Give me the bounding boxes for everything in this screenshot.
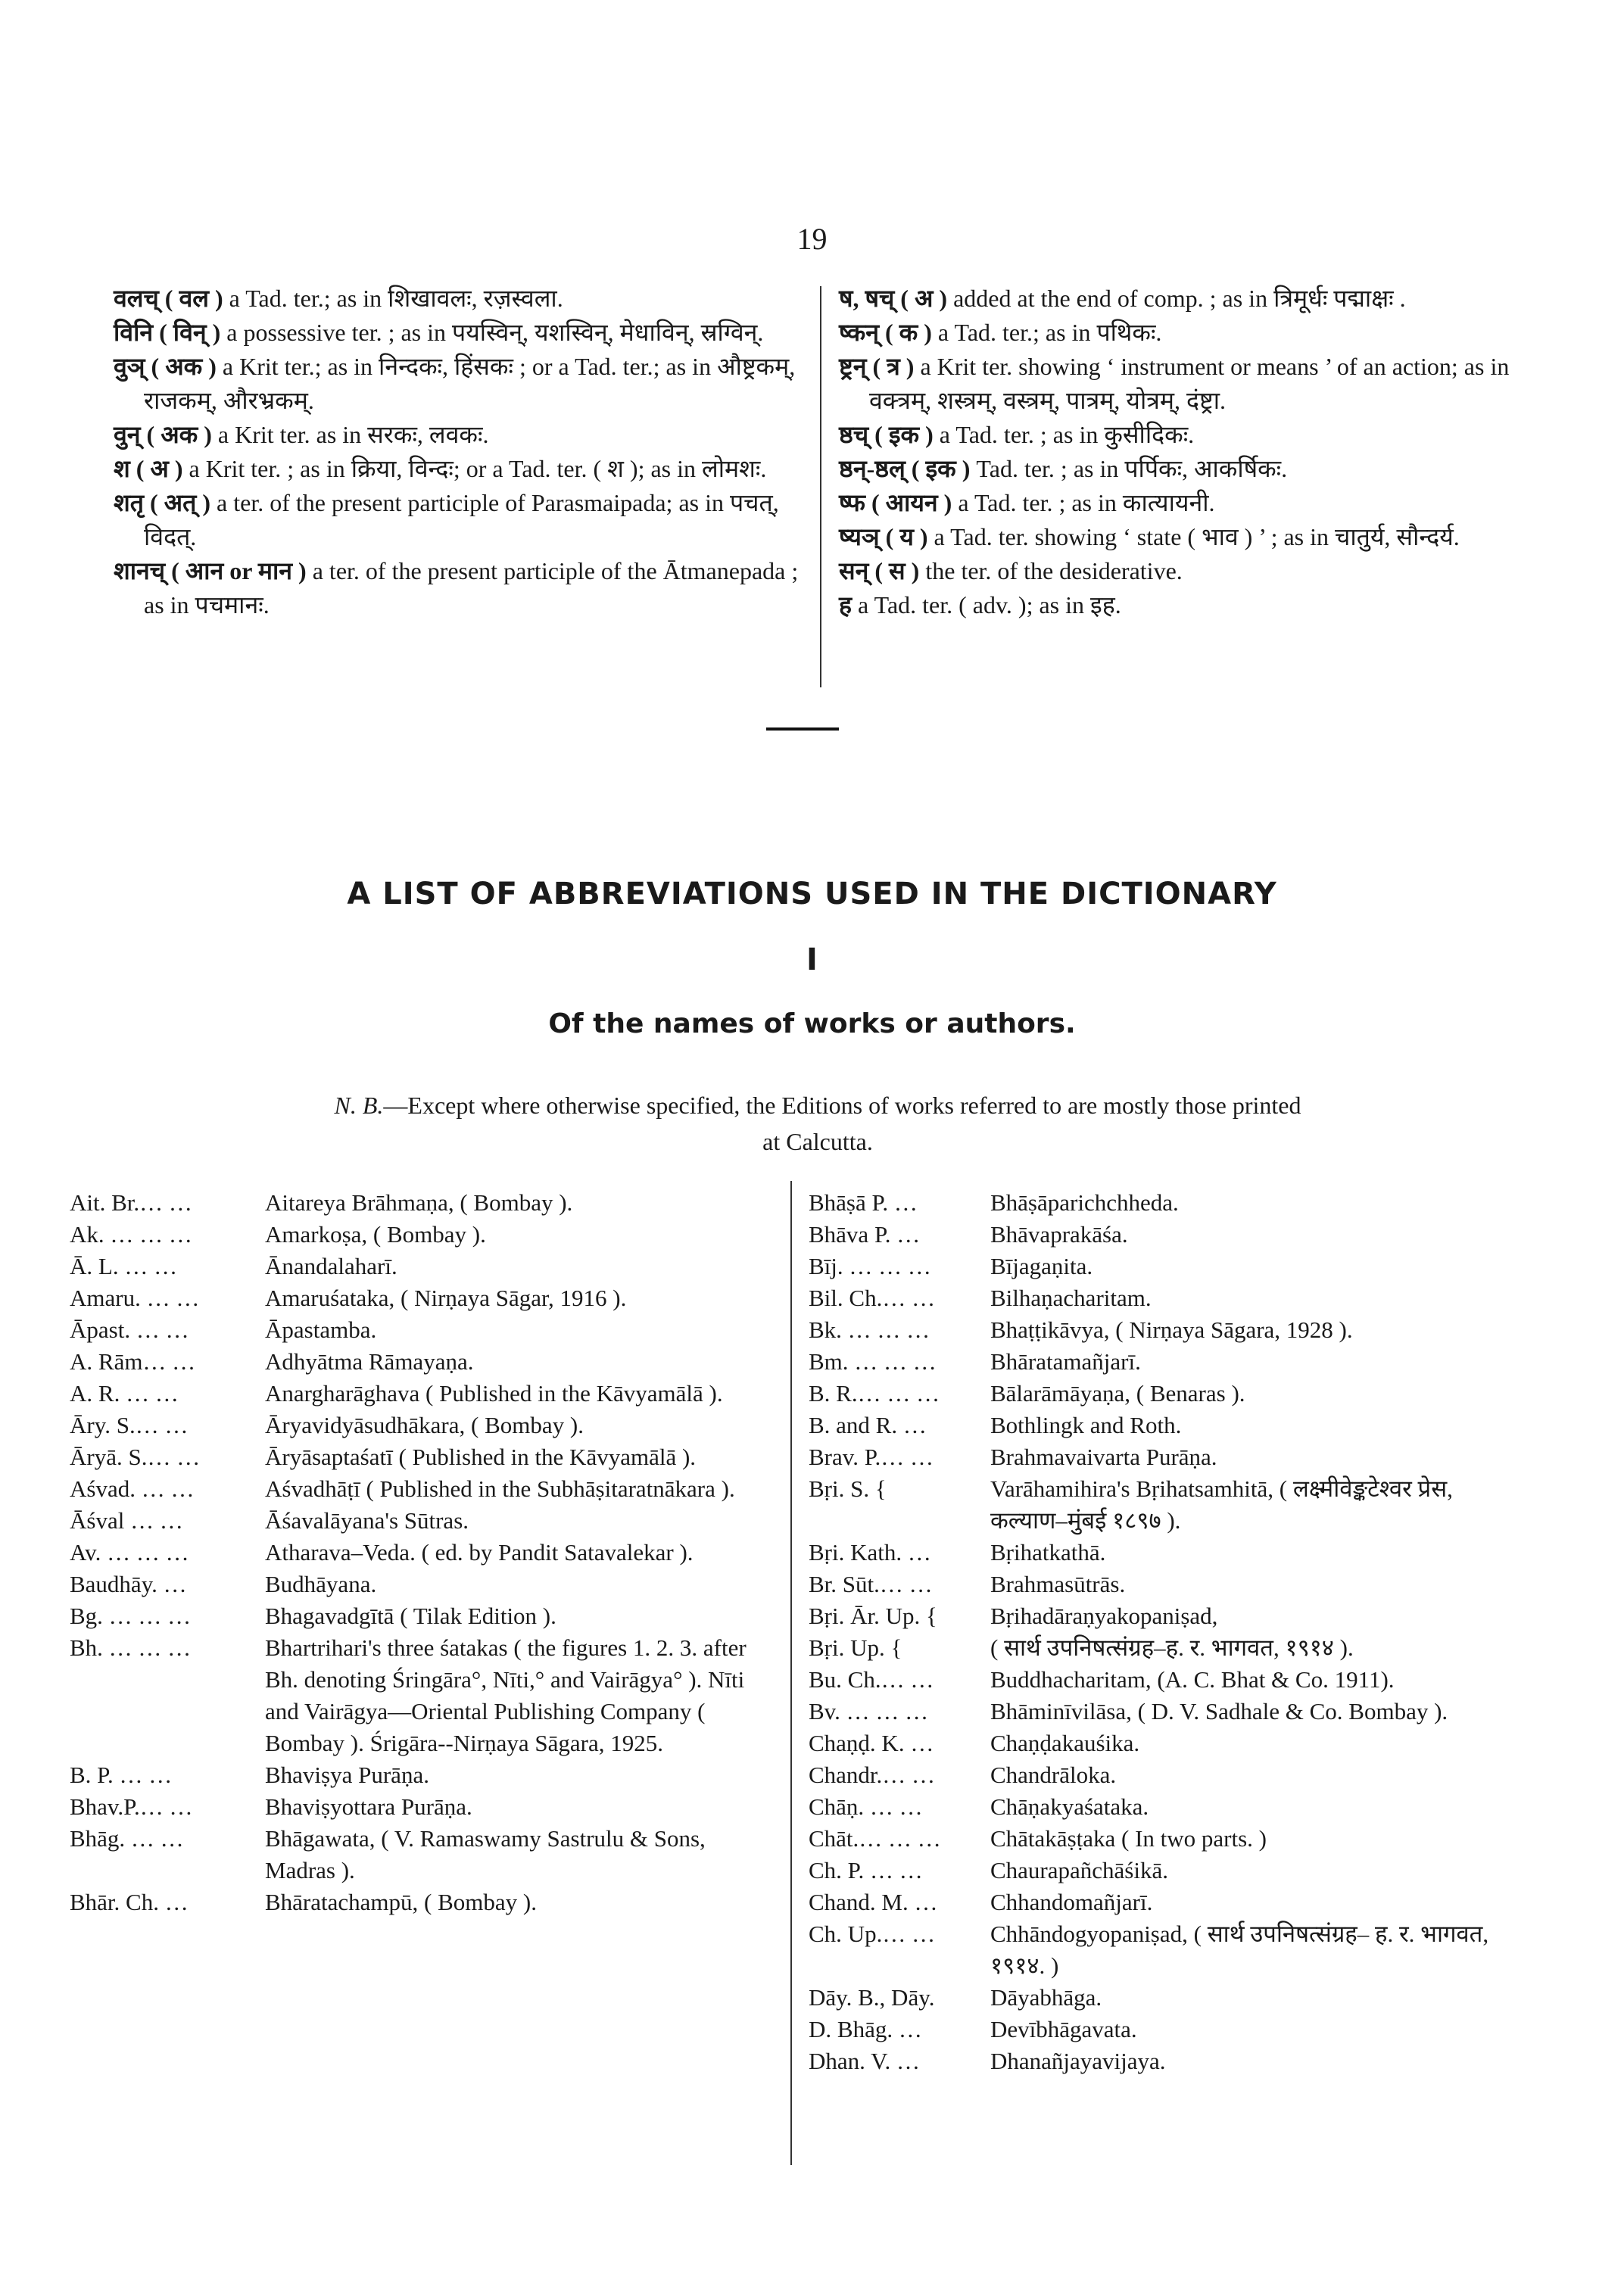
suffix-head: ष्यञ् ( य ): [839, 523, 928, 550]
abbreviation-row: [70, 1537, 766, 1569]
abbreviation-row: [809, 1664, 1535, 1696]
suffix-head: ष्ठच् ( इक ): [839, 421, 934, 448]
abbreviation-row: [809, 1410, 1535, 1441]
abbreviation: Bh. … … …: [70, 1634, 192, 1661]
abbreviation-row: [70, 1791, 766, 1823]
abbreviation: Ch. P. … …: [809, 1857, 923, 1883]
abbreviation-row: [809, 1728, 1535, 1759]
abbreviation-meaning: Bhagavadgītā ( Tilak Edition ).: [265, 1603, 556, 1629]
abbreviation-meaning: Bhāminīvilāsa, ( D. V. Sadhale & Co. Bombay ).: [990, 1698, 1448, 1724]
abbreviation-row: [809, 1791, 1535, 1823]
abbreviation: Chandr.… …: [809, 1762, 936, 1788]
suffix-text: a Tad. ter. ( adv. ); as in इह.: [858, 591, 1121, 618]
abbreviation: Baudhāy. …: [70, 1571, 187, 1597]
abbreviation-meaning: Chātakāṣṭaka ( In two parts. ): [990, 1825, 1267, 1852]
abbreviation-row: [809, 1473, 1535, 1537]
abbreviation-row: [809, 1378, 1535, 1410]
abbreviation-row: [809, 1314, 1535, 1346]
suffix-entry: [839, 282, 1520, 316]
abbreviation: Ait. Br.… …: [70, 1189, 192, 1216]
suffix-entry: [114, 554, 799, 622]
abbreviation-meaning: Budhāyana.: [265, 1571, 377, 1597]
editions-note: [326, 1087, 1310, 1160]
abbreviation-row: [70, 1187, 766, 1219]
suffix-entry: [839, 452, 1520, 486]
abbreviation: B. R.… … …: [809, 1380, 940, 1407]
abbreviation: Bhāṣā P. …: [809, 1189, 918, 1216]
abbreviation: B. P. … …: [70, 1762, 173, 1788]
abbreviation-meaning: Varāhamihira's Bṛihatsamhitā, ( लक्ष्मीवेङ्कटेश्वर प्रेस, कल्याण–मुंबई १८९७ ).: [990, 1475, 1453, 1534]
abbreviation: Bīj. … … …: [809, 1253, 931, 1279]
suffix-entry: [839, 520, 1520, 554]
suffix-text: a Tad. ter. ; as in कुसीदिकः.: [939, 421, 1195, 448]
suffix-entry: [114, 452, 799, 486]
suffix-head: ष्फ ( आयन ): [839, 489, 952, 516]
suffix-entry: [839, 588, 1520, 622]
suffix-head: ष, षच् ( अ ): [839, 285, 948, 312]
section-divider: [766, 727, 839, 731]
section-subtitle: Of the names of works or authors.: [548, 1008, 1076, 1039]
abbreviation-row: [809, 1886, 1535, 1918]
suffix-entry: [114, 316, 799, 350]
abbreviation-row: [70, 1759, 766, 1791]
list-title: A LIST OF ABBREVIATIONS USED IN THE DICTIONARY: [347, 877, 1277, 911]
abbreviation-list-right: [809, 1187, 1535, 2077]
abbreviation-meaning: Adhyātma Rāmayaṇa.: [265, 1348, 474, 1375]
abbreviation-meaning: Buddhacharitam, (A. C. Bhat & Co. 1911).: [990, 1666, 1395, 1693]
abbreviation-meaning: Bhartrihari's three śatakas ( the figures 1. 2. 3. after Bh. denoting Śringāra°, Nīti,° and Vairāgya° ). Nīti and Vairāgya—Oriental Publishing Company ( Bombay ). Śrigāra--Nirṇaya Sāgara, 1925.: [265, 1634, 747, 1756]
suffix-entry: [839, 486, 1520, 520]
abbreviation-row: [809, 1855, 1535, 1886]
abbreviation: Chand. M. …: [809, 1889, 938, 1915]
suffix-head: सन् ( स ): [839, 557, 920, 584]
suffix-text: a ter. of the present participle of the Ātmanepada ; as in पचमानः.: [144, 557, 799, 618]
abbreviation: Dhan. V. …: [809, 2048, 920, 2074]
column-divider: [790, 1181, 792, 2165]
abbreviation-meaning: Aitareya Brāhmaṇa, ( Bombay ).: [265, 1189, 573, 1216]
abbreviation-row: [70, 1441, 766, 1473]
abbreviation-meaning: Bījagaṇita.: [990, 1253, 1093, 1279]
abbreviation-meaning: Āryavidyāsudhākara, ( Bombay ).: [265, 1412, 584, 1438]
suffix-list-right: [839, 282, 1520, 622]
suffix-head: विनि ( विन् ): [114, 319, 221, 346]
abbreviation-row: [809, 1537, 1535, 1569]
suffix-entry: [839, 554, 1520, 588]
abbreviation: Bṛi. S. {: [809, 1475, 887, 1502]
abbreviation-meaning: Amarkoṣa, ( Bombay ).: [265, 1221, 486, 1248]
abbreviation-meaning: Atharava–Veda. ( ed. by Pandit Satavalekar ).: [265, 1539, 694, 1566]
abbreviation: D. Bhāg. …: [809, 2016, 922, 2042]
abbreviation-meaning: Chhāndogyopaniṣad, ( सार्थ उपनिषत्संग्रह– ह. र. भागवत, १९१४. ): [990, 1921, 1489, 1979]
abbreviation-meaning: Dhanañjayavijaya.: [990, 2048, 1166, 2074]
abbreviation-row: [70, 1219, 766, 1251]
abbreviation-meaning: Bhaviṣya Purāṇa.: [265, 1762, 429, 1788]
suffix-text: a Tad. ter. showing ‘ state ( भाव ) ’ ; as in चातुर्य, सौन्दर्य.: [934, 523, 1460, 550]
abbreviation: Br. Sūt.… …: [809, 1571, 933, 1597]
abbreviation: Bṛi. Up. {: [809, 1634, 902, 1661]
suffix-text: Tad. ter. ; as in पर्पिकः, आकर्षिकः.: [976, 455, 1288, 482]
abbreviation: Brav. P.… …: [809, 1444, 934, 1470]
abbreviation: Āpast. … …: [70, 1316, 189, 1343]
suffix-list-left: [114, 282, 799, 622]
suffix-head: ष्कन् ( क ): [839, 319, 932, 346]
suffix-text: added at the end of comp. ; as in त्रिमूर्धः पद्माक्षः .: [953, 285, 1406, 312]
abbreviation-row: [809, 1346, 1535, 1378]
abbreviation-meaning: Brahmasūtrās.: [990, 1571, 1126, 1597]
suffix-text: the ter. of the desiderative.: [925, 557, 1183, 584]
abbreviation: Bṛi. Kath. …: [809, 1539, 931, 1566]
abbreviation: Chaṇḍ. K. …: [809, 1730, 934, 1756]
abbreviation-meaning: Āśavalāyana's Sūtras.: [265, 1507, 469, 1534]
note-text: —Except where otherwise specified, the Editions of works referred to are mostly those printed at Calcutta.: [383, 1092, 1301, 1155]
page-number: 19: [796, 222, 828, 256]
abbreviation: Bu. Ch.… …: [809, 1666, 934, 1693]
abbreviation-meaning: Bhāratachampū, ( Bombay ).: [265, 1889, 537, 1915]
abbreviation-row: [70, 1569, 766, 1600]
abbreviation-meaning: Chaurapañchāśikā.: [990, 1857, 1168, 1883]
suffix-entry: [839, 316, 1520, 350]
abbreviation-row: [809, 2045, 1535, 2077]
suffix-head: वलच् ( वल ): [114, 285, 223, 312]
abbreviation-meaning: Bṛihatkathā.: [990, 1539, 1106, 1566]
abbreviation-row: [809, 1600, 1535, 1632]
abbreviation: Dāy. B., Dāy.: [809, 1984, 935, 2011]
abbreviation-meaning: Āpastamba.: [265, 1316, 377, 1343]
abbreviation-meaning: Aśvadhāṭī ( Published in the Subhāṣitaratnākara ).: [265, 1475, 735, 1502]
abbreviation-row: [809, 2014, 1535, 2045]
abbreviation: Ak. … … …: [70, 1221, 192, 1248]
abbreviation-meaning: Amaruśataka, ( Nirṇaya Sāgar, 1916 ).: [265, 1285, 627, 1311]
abbreviation: Bhāg. … …: [70, 1825, 184, 1852]
abbreviation-meaning: Bhāvaprakāśa.: [990, 1221, 1128, 1248]
abbreviation-meaning: Bhaviṣyottara Purāṇa.: [265, 1793, 472, 1820]
abbreviation-meaning: Dāyabhāga.: [990, 1984, 1102, 2011]
abbreviation: Āryā. S.… …: [70, 1444, 201, 1470]
suffix-head: वुन् ( अक ): [114, 421, 212, 448]
abbreviation: Bṛi. Ār. Up. {: [809, 1603, 937, 1629]
abbreviation-row: [70, 1473, 766, 1505]
abbreviation: Bk. … … …: [809, 1316, 930, 1343]
abbreviation-meaning: Chaṇḍakauśika.: [990, 1730, 1140, 1756]
abbreviation-meaning: Bhāratamañjarī.: [990, 1348, 1141, 1375]
abbreviation: Bhār. Ch. …: [70, 1889, 189, 1915]
abbreviation-meaning: Anargharāghava ( Published in the Kāvyamālā ).: [265, 1380, 723, 1407]
column-divider: [820, 286, 821, 687]
suffix-entry: [114, 282, 799, 316]
abbreviation-list-left: [70, 1187, 766, 1918]
abbreviation-meaning: Chandrāloka.: [990, 1762, 1117, 1788]
abbreviation: B. and R. …: [809, 1412, 927, 1438]
abbreviation: Bhav.P.… …: [70, 1793, 193, 1820]
suffix-text: a ter. of the present participle of Parasmaipada; as in पचत्, विदत्.: [144, 489, 779, 550]
abbreviation-row: [70, 1505, 766, 1537]
suffix-head: ष्ट्रन् ( त्र ): [839, 353, 915, 380]
abbreviation: Bhāva P. …: [809, 1221, 921, 1248]
abbreviation-row: [70, 1823, 766, 1886]
abbreviation-meaning: Bilhaṇacharitam.: [990, 1285, 1152, 1311]
abbreviation: Amaru. … …: [70, 1285, 200, 1311]
suffix-head: ह: [839, 591, 852, 618]
abbreviation-row: [70, 1346, 766, 1378]
abbreviation-row: [70, 1886, 766, 1918]
abbreviation: Āry. S.… …: [70, 1412, 189, 1438]
abbreviation-row: [809, 1918, 1535, 1982]
abbreviation-row: [809, 1982, 1535, 2014]
suffix-head: शानच् ( आन or मान ): [114, 557, 307, 584]
abbreviation-row: [70, 1378, 766, 1410]
abbreviation: Aśvad. … …: [70, 1475, 195, 1502]
abbreviation: A. R. … …: [70, 1380, 179, 1407]
section-numeral: I: [806, 942, 818, 977]
abbreviation-meaning: Ānandalaharī.: [265, 1253, 397, 1279]
abbreviation: Bil. Ch.… …: [809, 1285, 936, 1311]
abbreviation-row: [70, 1251, 766, 1282]
abbreviation-meaning: Bhaṭṭikāvya, ( Nirṇaya Sāgara, 1928 ).: [990, 1316, 1353, 1343]
suffix-text: a Krit ter. ; as in क्रिया, विन्दः; or a Tad. ter. ( श ); as in लोमशः.: [189, 455, 767, 482]
abbreviation-row: [809, 1759, 1535, 1791]
abbreviation-row: [809, 1696, 1535, 1728]
abbreviation-row: [809, 1441, 1535, 1473]
suffix-text: a Tad. ter.; as in पथिकः.: [937, 319, 1162, 346]
abbreviation: Av. … … …: [70, 1539, 189, 1566]
abbreviation-meaning: ( सार्थ उपनिषत्संग्रह–ह. र. भागवत, १९१४ ).: [990, 1634, 1354, 1661]
abbreviation-row: [70, 1632, 766, 1759]
abbreviation-meaning: Bothlingk and Roth.: [990, 1412, 1182, 1438]
abbreviation-meaning: Āryāsaptaśatī ( Published in the Kāvyamālā ).: [265, 1444, 697, 1470]
suffix-text: a Krit ter. showing ‘ instrument or means ’ of an action; as in वक्त्रम्, शस्त्रम्, वस्त्रम्, पात्रम्, योत्रम्, दंष्ट्रा.: [869, 353, 1510, 414]
suffix-entry: [839, 418, 1520, 452]
abbreviation-row: [809, 1187, 1535, 1219]
abbreviation: Bm. … … …: [809, 1348, 937, 1375]
suffix-text: a Tad. ter. ; as in कात्यायनी.: [958, 489, 1215, 516]
abbreviation-meaning: Bālarāmāyaṇa, ( Benaras ).: [990, 1380, 1245, 1407]
suffix-head: शतृ ( अत् ): [114, 489, 211, 516]
suffix-head: ष्ठन्-ष्ठल् ( इक ): [839, 455, 971, 482]
abbreviation-row: [809, 1823, 1535, 1855]
abbreviation-meaning: Bṛihadāraṇyakopaniṣad,: [990, 1603, 1218, 1629]
suffix-head: श ( अ ): [114, 455, 183, 482]
suffix-text: a Krit ter.; as in निन्दकः, हिंसकः ; or a Tad. ter.; as in औष्ट्रकम्, राजकम्, औरभ्रकम्.: [144, 353, 796, 414]
abbreviation-meaning: Bhāgawata, ( V. Ramaswamy Sastrulu & Sons, Madras ).: [265, 1825, 706, 1883]
suffix-text: a possessive ter. ; as in पयस्विन्, यशस्विन्, मेधाविन्, स्रग्विन्.: [226, 319, 764, 346]
abbreviation: Āśval … …: [70, 1507, 183, 1534]
abbreviation-meaning: Chhandomañjarī.: [990, 1889, 1153, 1915]
suffix-entry: [114, 486, 799, 554]
abbreviation-meaning: Bhāṣāparichchheda.: [990, 1189, 1179, 1216]
abbreviation: Ā. L. … …: [70, 1253, 178, 1279]
suffix-entry: [114, 350, 799, 418]
note-label: N. B.: [334, 1092, 384, 1119]
suffix-head: वुञ् ( अक ): [114, 353, 217, 380]
abbreviation-row: [70, 1410, 766, 1441]
suffix-entry: [839, 350, 1520, 418]
abbreviation-meaning: Devībhāgavata.: [990, 2016, 1137, 2042]
abbreviation: A. Rām… …: [70, 1348, 196, 1375]
suffix-text: a Krit ter. as in सरकः, लवकः.: [217, 421, 489, 448]
abbreviation-row: [809, 1251, 1535, 1282]
abbreviation: Chāṇ. … …: [809, 1793, 923, 1820]
abbreviation: Ch. Up.… …: [809, 1921, 936, 1947]
abbreviation-row: [809, 1282, 1535, 1314]
abbreviation-row: [70, 1600, 766, 1632]
abbreviation-row: [809, 1632, 1535, 1664]
abbreviation-row: [809, 1219, 1535, 1251]
abbreviation-row: [809, 1569, 1535, 1600]
abbreviation-row: [70, 1282, 766, 1314]
abbreviation: Chāt.… … …: [809, 1825, 941, 1852]
abbreviation-meaning: Brahmavaivarta Purāṇa.: [990, 1444, 1217, 1470]
abbreviation: Bv. … … …: [809, 1698, 929, 1724]
suffix-text: a Tad. ter.; as in शिखावलः, रज़स्वला.: [229, 285, 563, 312]
abbreviation-row: [70, 1314, 766, 1346]
suffix-entry: [114, 418, 799, 452]
abbreviation: Bg. … … …: [70, 1603, 192, 1629]
abbreviation-meaning: Chāṇakyaśataka.: [990, 1793, 1149, 1820]
